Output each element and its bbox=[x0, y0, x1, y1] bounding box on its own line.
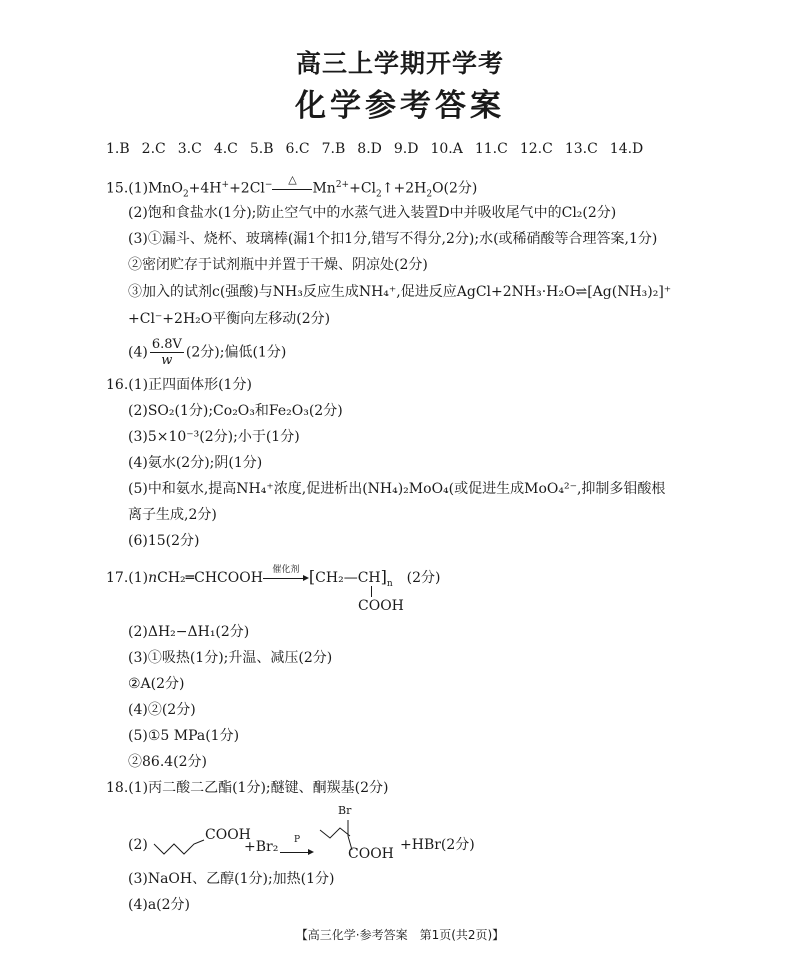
q17-line-4: ②A(2分) bbox=[128, 676, 185, 692]
mc-answer: 5.B bbox=[249, 141, 274, 157]
mc-answer: 3.C bbox=[177, 141, 202, 157]
mc-answer: 14.D bbox=[609, 141, 644, 157]
q18-line-1: 18.(1)丙二酸二乙酯(1分);醚键、酮羰基(2分) bbox=[106, 780, 389, 796]
q18-cooh-1: COOH bbox=[205, 827, 251, 843]
q16-line-4: (4)氨水(2分);阴(1分) bbox=[128, 455, 263, 471]
q16-line-1: 16.(1)正四面体形(1分) bbox=[106, 377, 252, 393]
q15-line-6: +Cl⁻+2H₂O平衡向左移动(2分) bbox=[128, 311, 331, 327]
q15-line-7: (4) $\frac{6.8V}{w}$ (2分);偏低(1分) bbox=[128, 337, 287, 368]
q16-line-6: 离子生成,2分) bbox=[128, 507, 217, 523]
q18-br-label: Br bbox=[338, 804, 352, 817]
q16-line-2: (2)SO₂(1分);Co₂O₃和Fe₂O₃(2分) bbox=[128, 403, 343, 419]
q18-line-2-prefix: (2) bbox=[128, 837, 148, 853]
mc-answer: 12.C bbox=[519, 141, 553, 157]
q18-br2: +Br₂ bbox=[244, 839, 279, 855]
chain-structure-1 bbox=[152, 832, 210, 860]
q17-line-6: (5)①5 MPa(1分) bbox=[128, 728, 240, 744]
q18-line-2-suffix: +HBr(2分) bbox=[400, 837, 475, 853]
q18-line-3: (3)NaOH、乙醇(1分);加热(1分) bbox=[128, 871, 335, 887]
page-subtitle: 化学参考答案 bbox=[295, 88, 505, 124]
q16-line-5: (5)中和氨水,提高NH₄⁺浓度,促进析出(NH₄)₂MoO₄(或促进生成MoO₄²⁻,抑制多钼酸根 bbox=[128, 481, 666, 497]
q17-line-3: (3)①吸热(1分);升温、减压(2分) bbox=[128, 650, 333, 666]
mc-answer: 7.B bbox=[321, 141, 346, 157]
mc-answer: 11.C bbox=[474, 141, 508, 157]
q18-arrow: P bbox=[280, 841, 314, 860]
q17-cooh: COOH bbox=[358, 598, 404, 614]
q15-line-2: (2)饱和食盐水(1分);防止空气中的水蒸气进入装置D中并吸收尾气中的Cl₂(2分) bbox=[128, 205, 617, 221]
mc-answer: 1.B bbox=[106, 141, 130, 157]
q17-line-1: 17.(1)nCH₂═CHCOOH 催化剂 $[CH_2—CH]_n$ (2分) bbox=[106, 565, 441, 589]
mc-answer: 9.D bbox=[393, 141, 419, 157]
q15-line-3: (3)①漏斗、烧杯、玻璃棒(漏1个扣1分,错写不得分,2分);水(或稀硝酸等合理答案,1分) bbox=[128, 231, 658, 247]
bond-line bbox=[371, 586, 372, 597]
q17-line-7: ②86.4(2分) bbox=[128, 754, 208, 770]
q15-line-5: ③加入的试剂c(强酸)与NH₃反应生成NH₄⁺,促进反应AgCl+2NH₃·H₂O⇌[Ag(NH₃)₂]⁺ bbox=[128, 284, 672, 300]
page-title: 高三上学期开学考 bbox=[295, 49, 504, 78]
mc-answer: 4.C bbox=[213, 141, 238, 157]
q18-cooh-2: COOH bbox=[348, 846, 394, 862]
mc-answer: 10.A bbox=[430, 141, 463, 157]
mc-answer: 6.C bbox=[285, 141, 310, 157]
mc-answer: 13.C bbox=[564, 141, 598, 157]
mc-answer: 8.D bbox=[357, 141, 382, 157]
q16-line-3: (3)5×10⁻³(2分);小于(1分) bbox=[128, 429, 300, 445]
q15-line-4: ②密闭贮存于试剂瓶中并置于干燥、阴凉处(2分) bbox=[128, 257, 428, 273]
q17-line-5: (4)②(2分) bbox=[128, 702, 196, 718]
q16-line-7: (6)15(2分) bbox=[128, 533, 200, 549]
page-footer: 【高三化学·参考答案 第1页(共2页)】 bbox=[295, 928, 505, 942]
fraction: $\frac{6.8V}{w}$ bbox=[151, 337, 182, 368]
q15-line-1: 15.(1)MnO$_2$+4H++2Cl− △ $Mn^{2+}+Cl_2↑+2H_2O(2$分) bbox=[106, 172, 478, 200]
multiple-choice-answers bbox=[106, 141, 655, 157]
mc-answer: 2.C bbox=[141, 141, 166, 157]
q18-line-4: (4)a(2分) bbox=[128, 897, 191, 913]
q17-line-2: (2)ΔH₂−ΔH₁(2分) bbox=[128, 624, 250, 640]
